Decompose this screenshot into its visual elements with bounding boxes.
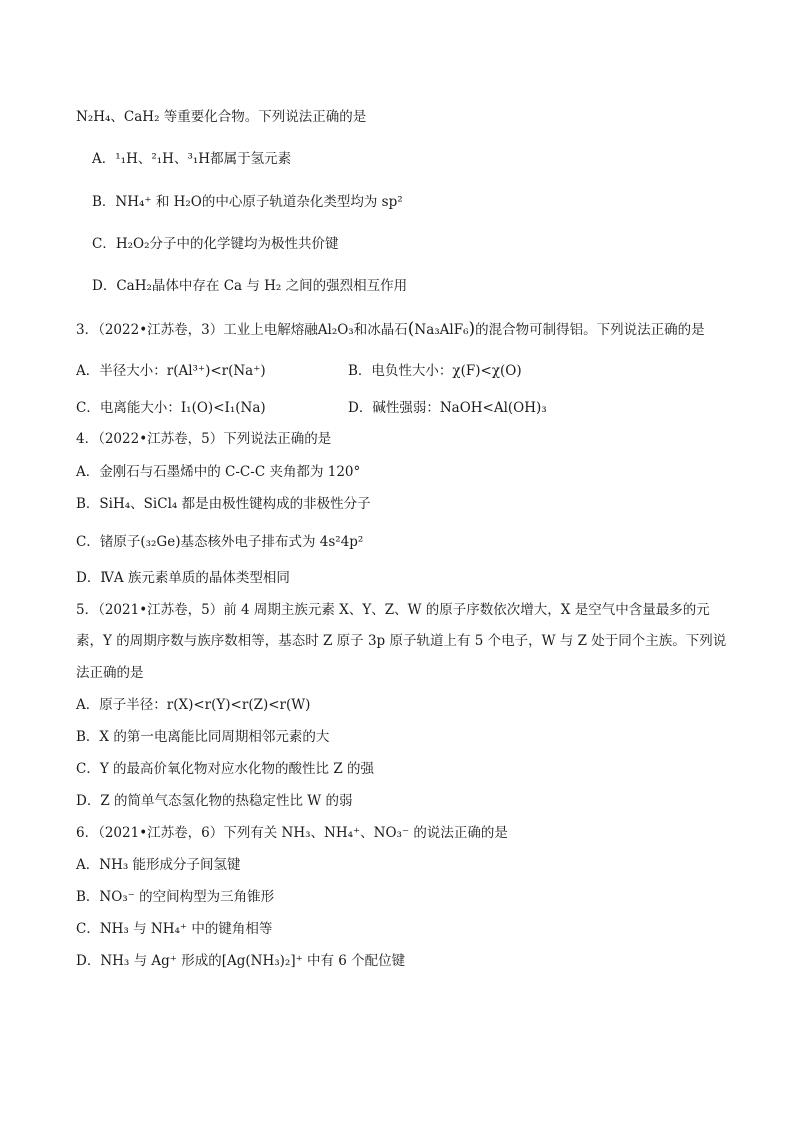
q5-stem-line3: 法正确的是: [76, 665, 144, 681]
q5-option-c: C．Y 的最高价氧化物对应水化物的酸性比 Z 的强: [76, 761, 375, 777]
isotope-h2: ²₁H: [151, 151, 174, 167]
q3-option-c: C．电离能大小：I₁(O)<I₁(Na): [76, 400, 266, 416]
q2-option-a: A．¹₁H、²₁H、³₁H都属于氢元素: [92, 151, 292, 167]
q4-option-d: D．ⅣA 族元素单质的晶体类型相同: [76, 570, 290, 586]
q2-option-d: D．CaH₂晶体中存在 Ca 与 H₂ 之间的强烈相互作用: [92, 278, 408, 294]
q4-stem: 4．（2022•江苏卷，5）下列说法正确的是: [76, 431, 332, 447]
q3-option-a: A．半径大小：r(Al³⁺)<r(Na⁺): [76, 363, 266, 379]
q5-stem-line2: 素，Y 的周期序数与族序数相等，基态时 Z 原子 3p 原子轨道上有 5 个电子，W 与 Z 处于同个主族。下列说: [76, 633, 727, 649]
q5-source: （2021•江苏卷，5）: [98, 602, 224, 618]
q5-option-d: D．Z 的简单气态氢化物的热稳定性比 W 的弱: [76, 793, 353, 809]
q4-option-c: C．锗原子(₃₂Ge)基态核外电子排布式为 4s²4p²: [76, 534, 364, 550]
q5-stem-line1: 5．（2021•江苏卷，5）前 4 周期主族元素 X、Y、Z、W 的原子序数依次增大，X 是空气中含量最多的元: [76, 602, 710, 618]
q5-option-a: A．原子半径：r(X)<r(Y)<r(Z)<r(W): [76, 697, 311, 713]
q2-stem-tail: 、CaH₂ 等重要化合物。下列说法正确的是: [110, 109, 367, 125]
q4-option-a: A．金刚石与石墨烯中的 C-C-C 夹角都为 120°: [76, 464, 361, 480]
q3-option-b: B．电负性大小：χ(F)<χ(O): [348, 363, 522, 379]
q2-option-b: B．NH₄⁺ 和 H₂O的中心原子轨道杂化类型均为 sp²: [92, 194, 403, 210]
q6-option-c: C．NH₃ 与 NH₄⁺ 中的键角相等: [76, 921, 273, 937]
q3-option-d: D．碱性强弱：NaOH<Al(OH)₃: [348, 400, 547, 416]
q6-option-b: B．NO₃⁻ 的空间构型为三角锥形: [76, 889, 275, 905]
q2-stem-formula: N₂H₄: [76, 109, 111, 125]
q2-option-c: C．H₂O₂分子中的化学键均为极性共价键: [92, 236, 339, 252]
q4-option-b: B．SiH₄、SiCl₄ 都是由极性键构成的非极性分子: [76, 496, 371, 512]
q6-stem: 6．（2021•江苏卷，6）下列有关 NH₃、NH₄⁺、NO₃⁻ 的说法正确的是: [76, 825, 508, 841]
q6-option-a: A．NH₃ 能形成分子间氢键: [76, 857, 241, 873]
isotope-h1: ¹₁H: [115, 151, 138, 167]
q4-source: （2022•江苏卷，5）: [98, 431, 224, 447]
q3-stem: 3．（2022•江苏卷，3）工业上电解熔融Al₂O₃和冰晶石(Na₃AlF₆)的混合物可制得铝。下列说法正确的是: [76, 319, 705, 339]
q6-source: （2021•江苏卷，6）: [98, 825, 224, 841]
q2-stem: [76, 108, 366, 126]
q5-option-b: B．X 的第一电离能比同周期相邻元素的大: [76, 729, 330, 745]
isotope-h3: ³₁H: [187, 151, 211, 167]
q3-source: （2022•江苏卷，3）: [98, 322, 224, 338]
q6-option-d: D．NH₃ 与 Ag⁺ 形成的[Ag(NH₃)₂]⁺ 中有 6 个配位键: [76, 953, 406, 969]
